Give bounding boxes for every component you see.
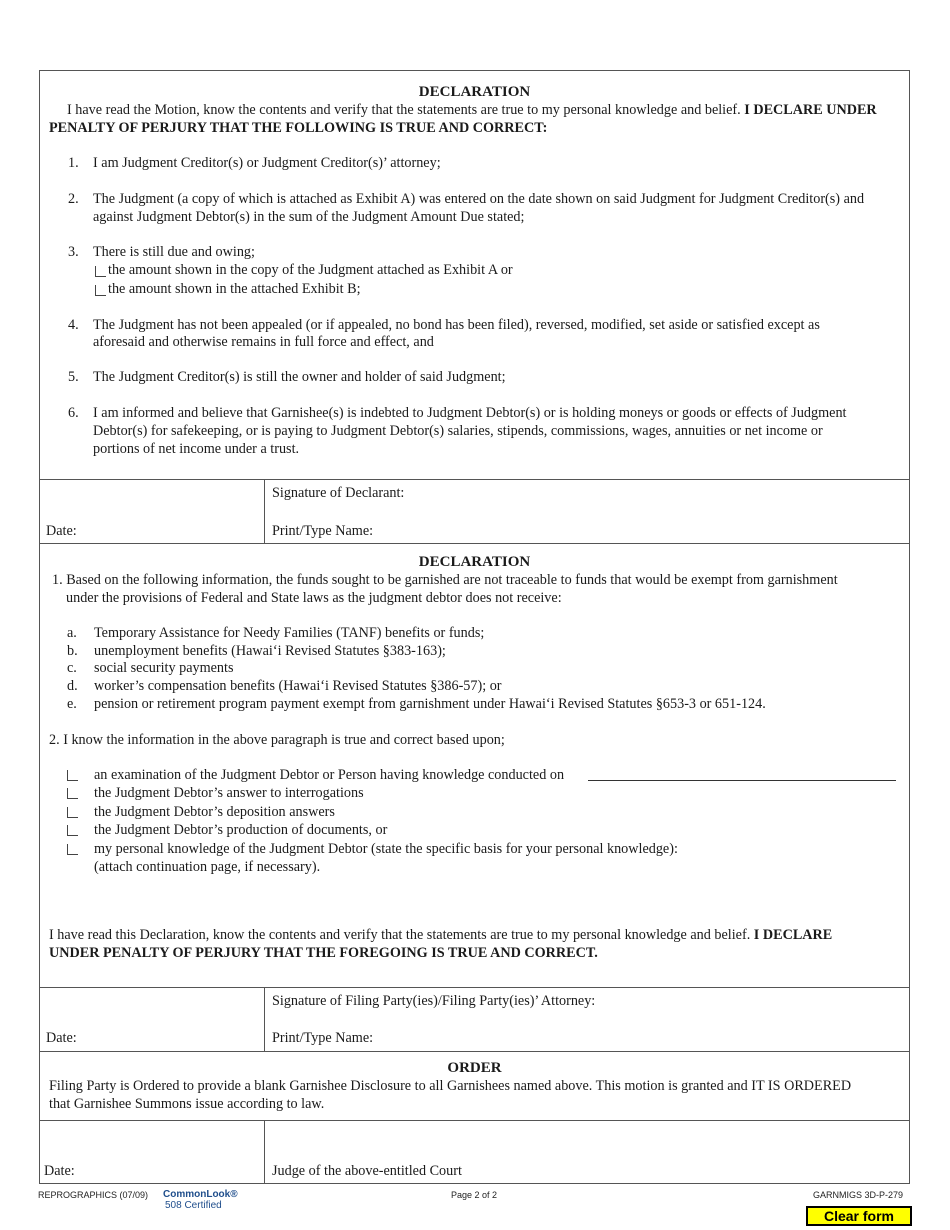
signature-of-declarant-field[interactable]: Signature of Declarant:: [272, 485, 405, 501]
form-code: GARNMIGS 3D-P-279: [813, 1190, 904, 1200]
order-text: that Garnishee Summons issue according to law.: [49, 1096, 325, 1112]
documents-checkbox[interactable]: [67, 825, 78, 836]
divider: [40, 1051, 909, 1052]
list-item: worker’s compensation benefits (Hawai‘i Revised Statutes §386-57); or: [94, 678, 502, 694]
option-label: the amount shown in the copy of the Judgment attached as Exhibit A or: [108, 262, 513, 278]
declaration-intro: I have read the Motion, know the contents and verify that the statements are true to my personal knowledge and belief. I DECLARE UNDER: [67, 102, 877, 118]
paragraph: under the provisions of Federal and State laws as the judgment debtor does not receive:: [66, 590, 562, 606]
exhibit-b-checkbox[interactable]: [95, 285, 106, 296]
divider: [40, 987, 909, 988]
list-letter: c.: [67, 660, 77, 676]
commonlook-certified: 508 Certified: [165, 1200, 222, 1211]
attach-note: (attach continuation page, if necessary).: [94, 859, 321, 875]
item-text: I am Judgment Creditor(s) or Judgment Creditor(s)’ attorney;: [93, 155, 441, 171]
divider: [40, 1120, 909, 1121]
judge-signature-field[interactable]: Judge of the above-entitled Court: [272, 1163, 462, 1179]
divider: [40, 479, 909, 480]
list-item: social security payments: [94, 660, 234, 676]
closing-statement-bold: UNDER PENALTY OF PERJURY THAT THE FOREGOING IS TRUE AND CORRECT.: [49, 945, 598, 961]
item-text: I am informed and believe that Garnishee(s) is indebted to Judgment Debtor(s) or is holding moneys or goods or effects of Judgment: [93, 405, 847, 421]
deposition-checkbox[interactable]: [67, 807, 78, 818]
item-text: The Judgment (a copy of which is attached as Exhibit A) was entered on the date shown on said Judgment for Judgment Creditor(s) and: [93, 191, 865, 207]
basis-label: the Judgment Debtor’s deposition answers: [94, 804, 335, 820]
list-letter: a.: [67, 625, 77, 641]
divider: [264, 987, 265, 1051]
interrogations-checkbox[interactable]: [67, 788, 78, 799]
page-number: Page 2 of 2: [451, 1190, 498, 1200]
item-text: against Judgment Debtor(s) in the sum of the Judgment Amount Due stated;: [93, 209, 525, 225]
item-number: 6.: [68, 405, 79, 421]
divider: [40, 543, 909, 544]
exhibit-a-checkbox[interactable]: [95, 266, 106, 277]
list-letter: e.: [67, 696, 77, 712]
personal-knowledge-checkbox[interactable]: [67, 844, 78, 855]
item-text: aforesaid and otherwise remains in full force and effect, and: [93, 334, 434, 350]
divider: [264, 479, 265, 543]
item-number: 4.: [68, 317, 79, 333]
list-letter: d.: [67, 678, 78, 694]
clear-form-button[interactable]: Clear form: [806, 1206, 912, 1226]
item-number: 3.: [68, 244, 79, 260]
print-name-field[interactable]: Print/Type Name:: [272, 523, 374, 539]
list-item: Temporary Assistance for Needy Families (TANF) benefits or funds;: [94, 625, 485, 641]
paragraph: 2. I know the information in the above paragraph is true and correct based upon;: [49, 732, 505, 748]
paragraph: 1. Based on the following information, the funds sought to be garnished are not traceable to funds that would be exempt from garnishment: [52, 572, 838, 588]
item-number: 1.: [68, 155, 79, 171]
order-title: ORDER: [447, 1060, 502, 1076]
list-item: pension or retirement program payment exempt from garnishment under Hawai‘i Revised Statutes §653-3 or 651-124.: [94, 696, 766, 712]
basis-label: the Judgment Debtor’s answer to interrogations: [94, 785, 364, 801]
list-letter: b.: [67, 643, 78, 659]
declaration-title: DECLARATION: [418, 554, 531, 570]
item-text: portions of net income under a trust.: [93, 441, 300, 457]
date-field[interactable]: Date:: [44, 1163, 75, 1179]
declaration-title: DECLARATION: [418, 84, 531, 100]
basis-label: an examination of the Judgment Debtor or Person having knowledge conducted on: [94, 767, 565, 783]
list-item: unemployment benefits (Hawai‘i Revised Statutes §383-163);: [94, 643, 446, 659]
closing-statement: I have read this Declaration, know the contents and verify that the statements are true to my personal knowledge and belief. I DECLARE: [49, 927, 833, 943]
item-number: 5.: [68, 369, 79, 385]
date-field[interactable]: Date:: [46, 523, 77, 539]
item-number: 2.: [68, 191, 79, 207]
basis-label: my personal knowledge of the Judgment Debtor (state the specific basis for your personal knowledge):: [94, 841, 678, 857]
declaration-form: [39, 70, 910, 1184]
reprographics-label: REPROGRAPHICS (07/09): [38, 1190, 149, 1200]
declaration-intro-bold: PENALTY OF PERJURY THAT THE FOLLOWING IS TRUE AND CORRECT:: [49, 120, 548, 136]
examination-date-field[interactable]: [588, 780, 896, 781]
basis-label: the Judgment Debtor’s production of documents, or: [94, 822, 388, 838]
attorney-signature-field[interactable]: Signature of Filing Party(ies)/Filing Party(ies)’ Attorney:: [272, 993, 596, 1009]
item-text: Debtor(s) for safekeeping, or is paying to Judgment Debtor(s) salaries, stipends, commissions, wages, annuities or net income or: [93, 423, 823, 439]
item-text: There is still due and owing;: [93, 244, 255, 260]
divider: [264, 1120, 265, 1183]
print-name-field[interactable]: Print/Type Name:: [272, 1030, 374, 1046]
option-label: the amount shown in the attached Exhibit B;: [108, 281, 361, 297]
examination-checkbox[interactable]: [67, 770, 78, 781]
order-text: Filing Party is Ordered to provide a blank Garnishee Disclosure to all Garnishees named above. This motion is granted and IT IS ORDERED: [49, 1078, 852, 1094]
item-text: The Judgment has not been appealed (or if appealed, no bond has been filed), reversed, modified, set aside or satisfied except as: [93, 317, 820, 333]
item-text: The Judgment Creditor(s) is still the owner and holder of said Judgment;: [93, 369, 506, 385]
commonlook-logo: CommonLook®: [163, 1189, 238, 1200]
date-field[interactable]: Date:: [46, 1030, 77, 1046]
